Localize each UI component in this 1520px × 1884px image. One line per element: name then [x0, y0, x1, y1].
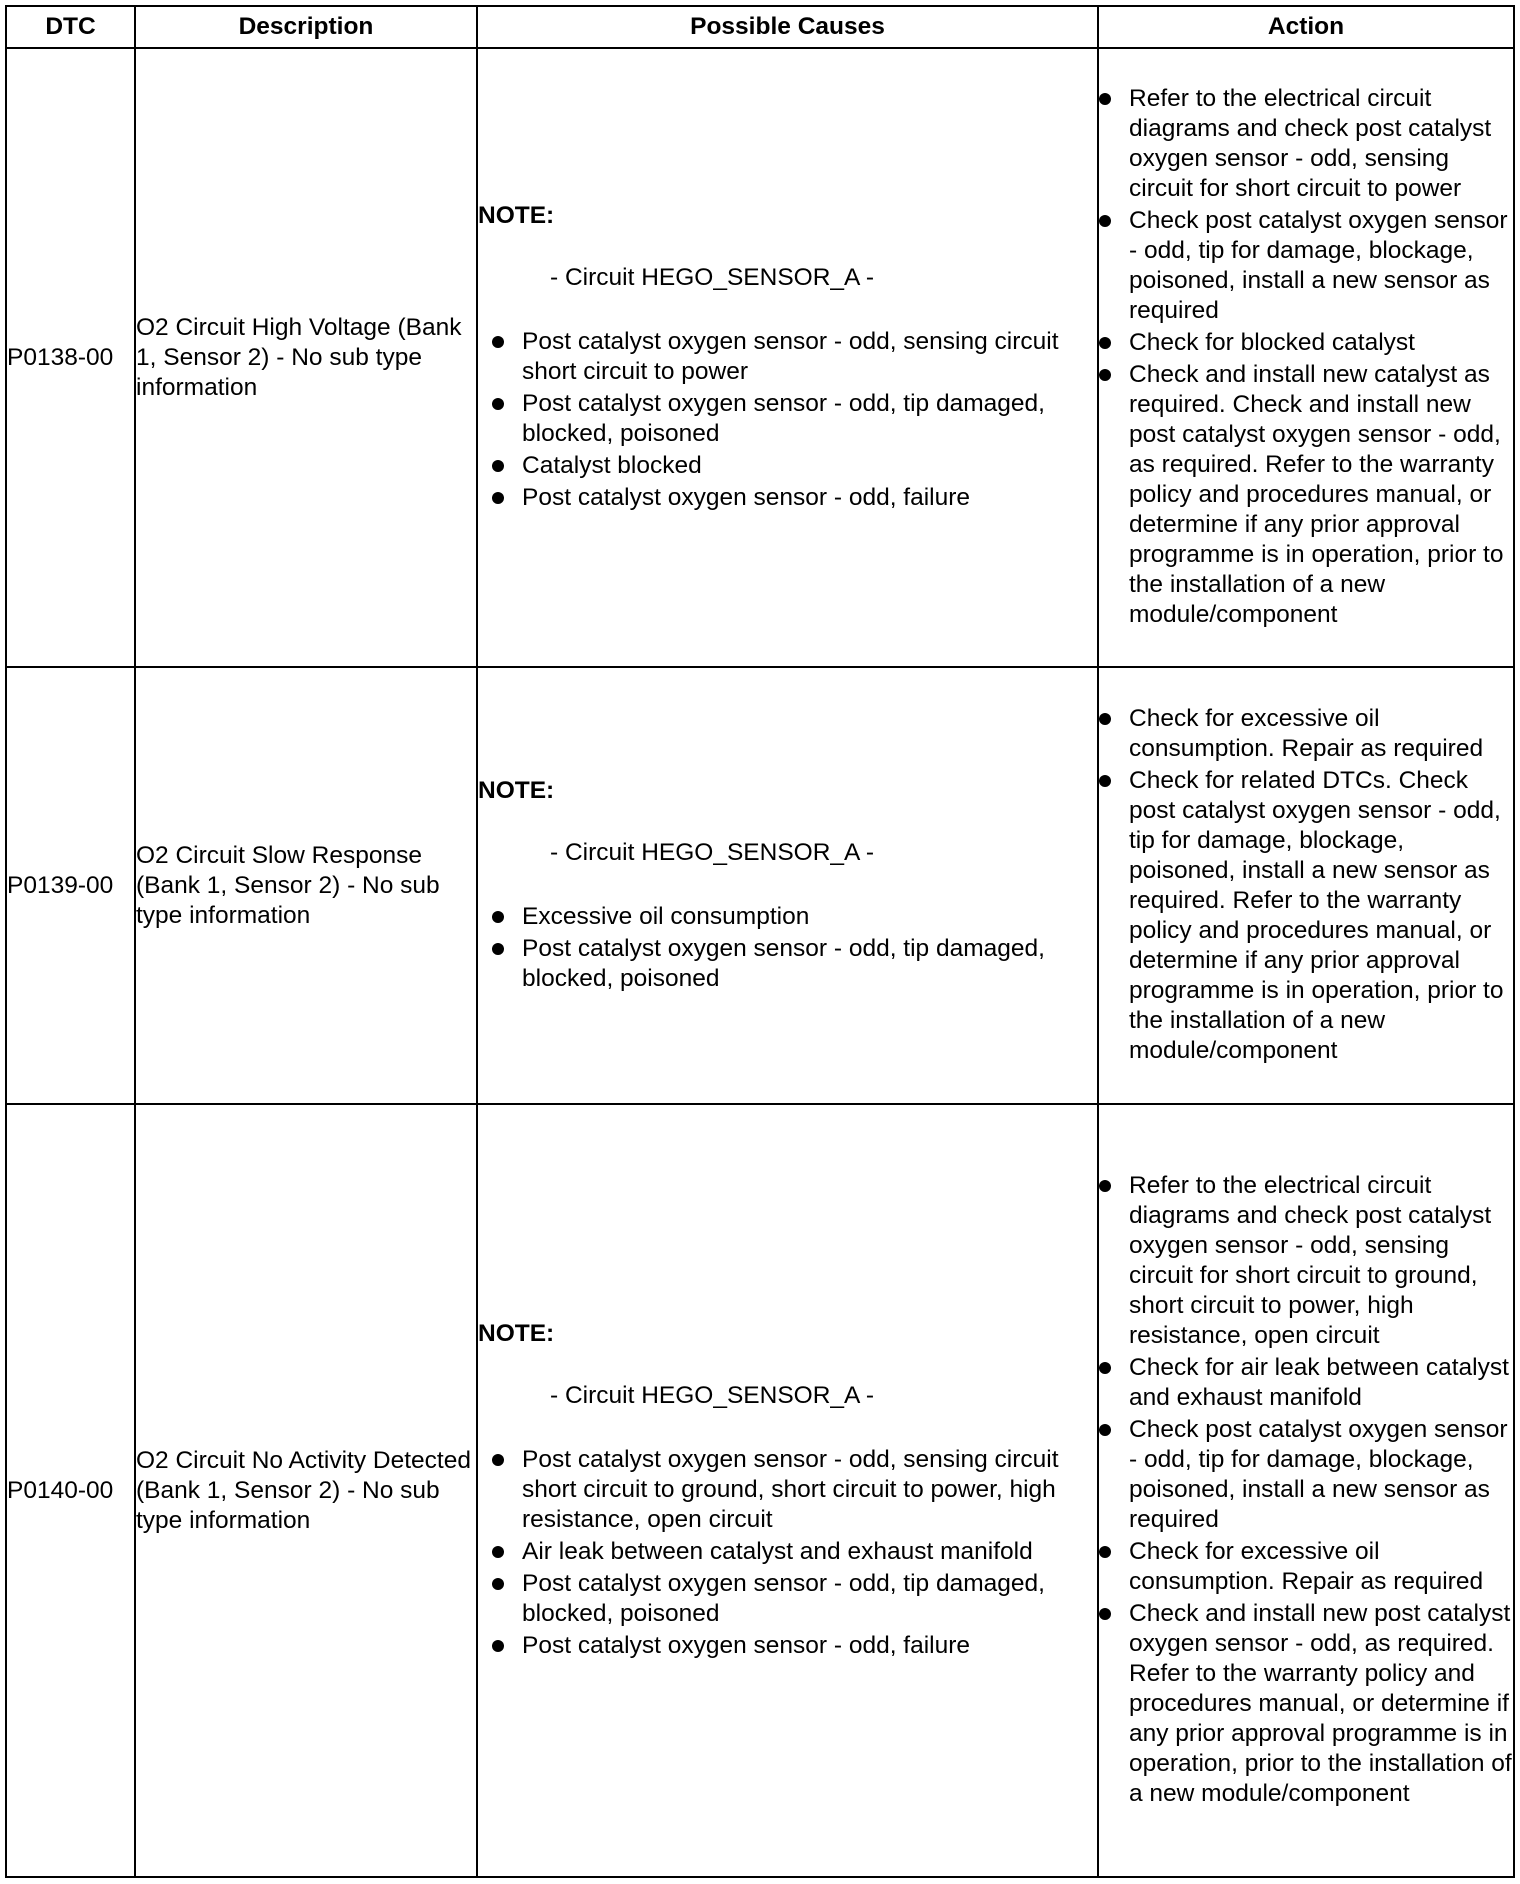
header-dtc: DTC	[6, 6, 135, 48]
circuit-name: - Circuit HEGO_SENSOR_A -	[550, 1381, 875, 1409]
bullet-icon	[1099, 1546, 1111, 1558]
list-item	[492, 1631, 1097, 1661]
list-item	[492, 902, 1097, 932]
bullet-icon	[1099, 93, 1111, 105]
cause-text: Post catalyst oxygen sensor - odd, failure	[522, 1631, 971, 1659]
bullet-icon	[492, 1578, 504, 1590]
action-cell	[1098, 667, 1514, 1104]
cause-list	[478, 1445, 1097, 1661]
bullet-icon	[1099, 1180, 1111, 1192]
circuit-name: - Circuit HEGO_SENSOR_A -	[550, 838, 875, 866]
cause-text: Catalyst blocked	[522, 451, 702, 479]
header-action: Action	[1098, 6, 1514, 48]
action-text: Check for excessive oil consumption. Repair as required	[1129, 704, 1484, 762]
cause-text: Post catalyst oxygen sensor - odd, tip damaged, blocked, poisoned	[522, 934, 1045, 992]
cause-list	[478, 902, 1097, 994]
bullet-icon	[1099, 1424, 1111, 1436]
cause-text: Post catalyst oxygen sensor - odd, tip damaged, blocked, poisoned	[522, 1569, 1045, 1627]
list-item	[1099, 328, 1513, 358]
action-list	[1099, 1171, 1513, 1809]
bullet-icon	[1099, 1362, 1111, 1374]
list-item	[492, 1537, 1097, 1567]
dtc-code: P0138-00	[6, 48, 135, 667]
action-text: Check and install new post catalyst oxygen sensor - odd, as required. Refer to the warranty policy and procedures manual, or determine if any prior approval programme is in operation, prior to the installation of a new module/component	[1129, 1599, 1512, 1807]
list-item	[1099, 1415, 1513, 1535]
bullet-icon	[492, 398, 504, 410]
cause-text: Excessive oil consumption	[522, 902, 810, 930]
list-item	[1099, 84, 1513, 204]
cause-text: Post catalyst oxygen sensor - odd, sensing circuit short circuit to ground, short circuit to power, high resistance, open circuit	[522, 1445, 1059, 1533]
bullet-icon	[492, 1640, 504, 1652]
header-description: Description	[135, 6, 477, 48]
possible-causes-cell	[477, 48, 1098, 667]
list-item	[492, 483, 1097, 513]
table-row	[6, 1104, 1514, 1877]
action-text: Check post catalyst oxygen sensor - odd, tip for damage, blockage, poisoned, install a new sensor as required	[1129, 1415, 1508, 1533]
list-item	[492, 327, 1097, 387]
bullet-icon	[1099, 713, 1111, 725]
circuit-name: - Circuit HEGO_SENSOR_A -	[550, 263, 875, 291]
bullet-icon	[1099, 1608, 1111, 1620]
dtc-description: O2 Circuit No Activity Detected (Bank 1, Sensor 2) - No sub type information	[135, 1104, 477, 1877]
cause-text: Post catalyst oxygen sensor - odd, tip damaged, blocked, poisoned	[522, 389, 1045, 447]
action-text: Refer to the electrical circuit diagrams and check post catalyst oxygen sensor - odd, sensing circuit for short circuit to ground, short circuit to power, high resistance, open circuit	[1129, 1171, 1492, 1349]
list-item	[492, 451, 1097, 481]
list-item	[492, 1569, 1097, 1629]
bullet-icon	[492, 911, 504, 923]
dtc-code: P0139-00	[6, 667, 135, 1104]
list-item	[1099, 766, 1513, 1066]
action-cell	[1098, 1104, 1514, 1877]
bullet-icon	[492, 943, 504, 955]
note-label: NOTE:	[478, 776, 555, 804]
table-row	[6, 48, 1514, 667]
table-row	[6, 667, 1514, 1104]
action-text: Check for air leak between catalyst and exhaust manifold	[1129, 1353, 1509, 1411]
cause-text: Post catalyst oxygen sensor - odd, failure	[522, 483, 971, 511]
table-header-row	[6, 6, 1514, 48]
action-text: Check for excessive oil consumption. Repair as required	[1129, 1537, 1484, 1595]
bullet-icon	[1099, 775, 1111, 787]
dtc-code: P0140-00	[6, 1104, 135, 1877]
bullet-icon	[1099, 337, 1111, 349]
header-possible-causes: Possible Causes	[477, 6, 1098, 48]
note-label: NOTE:	[478, 1319, 555, 1347]
action-list	[1099, 704, 1513, 1066]
bullet-icon	[1099, 215, 1111, 227]
list-item	[1099, 360, 1513, 630]
list-item	[1099, 704, 1513, 764]
possible-causes-cell	[477, 1104, 1098, 1877]
dtc-table	[5, 5, 1515, 1878]
action-text: Check post catalyst oxygen sensor - odd, tip for damage, blockage, poisoned, install a new sensor as required	[1129, 206, 1508, 324]
bullet-icon	[492, 1454, 504, 1466]
bullet-icon	[1099, 369, 1111, 381]
bullet-icon	[492, 492, 504, 504]
list-item	[1099, 206, 1513, 326]
dtc-description: O2 Circuit Slow Response (Bank 1, Sensor 2) - No sub type information	[135, 667, 477, 1104]
bullet-icon	[492, 1546, 504, 1558]
list-item	[1099, 1537, 1513, 1597]
action-text: Check for related DTCs. Check post catalyst oxygen sensor - odd, tip for damage, blockage, poisoned, install a new sensor as required. Refer to the warranty policy and procedures manual, or determine if any prior approval programme is in operation, prior to the installation of a new module/component	[1129, 766, 1504, 1064]
cause-text: Post catalyst oxygen sensor - odd, sensing circuit short circuit to power	[522, 327, 1059, 385]
action-text: Check and install new catalyst as required. Check and install new post catalyst oxygen sensor - odd, as required. Refer to the warranty policy and procedures manual, or determine if any prior approval programme is in operation, prior to the installation of a new module/component	[1129, 360, 1504, 628]
list-item	[1099, 1171, 1513, 1351]
bullet-icon	[492, 460, 504, 472]
list-item	[1099, 1353, 1513, 1413]
possible-causes-cell	[477, 667, 1098, 1104]
action-cell	[1098, 48, 1514, 667]
action-text: Refer to the electrical circuit diagrams and check post catalyst oxygen sensor - odd, sensing circuit for short circuit to power	[1129, 84, 1492, 202]
dtc-description: O2 Circuit High Voltage (Bank 1, Sensor 2) - No sub type information	[135, 48, 477, 667]
cause-list	[478, 327, 1097, 513]
list-item	[492, 1445, 1097, 1535]
list-item	[1099, 1599, 1513, 1809]
action-list	[1099, 84, 1513, 630]
action-text: Check for blocked catalyst	[1129, 328, 1415, 356]
list-item	[492, 934, 1097, 994]
note-label: NOTE:	[478, 201, 555, 229]
list-item	[492, 389, 1097, 449]
cause-text: Air leak between catalyst and exhaust manifold	[522, 1537, 1033, 1565]
bullet-icon	[492, 336, 504, 348]
